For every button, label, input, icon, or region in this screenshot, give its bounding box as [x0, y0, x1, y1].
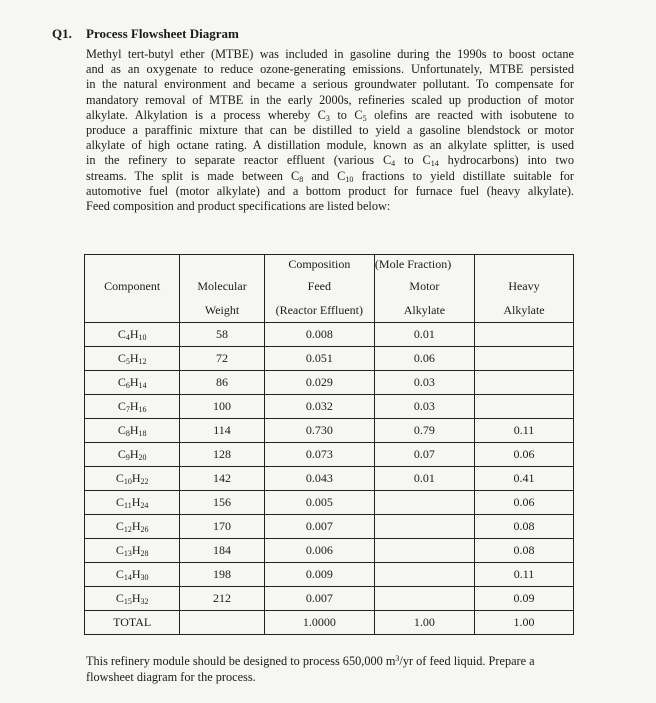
- header-component: Component: [85, 274, 180, 298]
- question-number: Q1.: [52, 26, 72, 41]
- header-reactor-effluent: (Reactor Effluent): [264, 298, 374, 323]
- paragraph-line: automotive fuel (motor alkylate) and a bottom product for furnace fuel (heavy alkylate).: [86, 183, 574, 198]
- group-header-mole-fraction: (Mole Fraction): [374, 255, 474, 275]
- cell-molecular-weight: 184: [180, 539, 264, 563]
- question-title-text: Process Flowsheet Diagram: [86, 26, 239, 41]
- cell-feed: 0.073: [264, 443, 374, 467]
- cell-feed: 0.005: [264, 491, 374, 515]
- cell-motor-alkylate: [374, 563, 474, 587]
- header-motor: Motor: [374, 274, 474, 298]
- cell-heavy-alkylate: [474, 371, 573, 395]
- header-heavy-alkylate: Alkylate: [503, 302, 545, 317]
- cell-feed: 0.006: [264, 539, 374, 563]
- paragraph-line: streams. The split is made between $C_8$ and $C_{10}$ fractions to yield distillate suitable for: [86, 168, 574, 184]
- cell-heavy-alkylate: 0.06: [474, 443, 573, 467]
- cell-motor-alkylate: 0.01: [374, 323, 474, 347]
- table-row: [85, 587, 574, 611]
- cell-heavy-alkylate: [474, 323, 573, 347]
- table-row: [85, 491, 574, 515]
- table-row: [85, 539, 574, 563]
- paragraph-line: in the natural environment and became a serious groundwater pollutant. To compensate for: [86, 77, 574, 92]
- cell-component: $C_{12}H_{26}$: [85, 515, 180, 539]
- cell-heavy-alkylate: [474, 395, 573, 419]
- cell-molecular-weight: 212: [180, 587, 264, 611]
- paragraph-line: alkylate of high octane rating. A distillation module, known as an alkylate splitter, is used: [86, 138, 574, 153]
- cell-molecular-weight: [180, 611, 264, 635]
- cell-component: $C_{15}H_{32}$: [85, 587, 180, 611]
- cell-motor-alkylate: [374, 587, 474, 611]
- paragraph-line: Feed composition and product specifications are listed below:: [86, 199, 391, 214]
- cell-motor-alkylate: [374, 515, 474, 539]
- question-title: [52, 26, 239, 42]
- cell-component: $C_8H_{18}$: [85, 419, 180, 443]
- problem-paragraph: [86, 47, 574, 214]
- paragraph-line: produce a paraffinic mixture that can be distilled to yield a gasoline blendstock or motor: [86, 123, 574, 138]
- cell-motor-alkylate: 0.03: [374, 371, 474, 395]
- cell-motor-alkylate: 0.03: [374, 395, 474, 419]
- cell-component: $C_{13}H_{28}$: [85, 539, 180, 563]
- cell-feed: 0.043: [264, 467, 374, 491]
- cell-molecular-weight: 100: [180, 395, 264, 419]
- table-total-row: [85, 611, 574, 635]
- cell-component: $C_9H_{20}$: [85, 443, 180, 467]
- closing-instruction: This refinery module should be designed to process 650,000 $m^3/yr$ of feed liquid. Prepare a flowsheet diagram for the process.: [86, 654, 535, 684]
- cell-heavy-alkylate: 0.08: [474, 539, 573, 563]
- cell-heavy-alkylate: 0.06: [474, 491, 573, 515]
- cell-component: $C_4H_{10}$: [85, 323, 180, 347]
- cell-motor-alkylate: 0.79: [374, 419, 474, 443]
- paragraph-line: in the refinery to separate reactor effluent (various $C_4$ to $C_{14}$ hydrocarbons) into two: [86, 153, 575, 169]
- cell-feed: 0.051: [264, 347, 374, 371]
- table-header-row-1: [85, 274, 574, 298]
- paragraph-line: mandatory removal of MTBE in the early 2000s, refineries scaled up production of motor: [86, 92, 574, 107]
- table-row: [85, 563, 574, 587]
- header-weight: Weight: [180, 298, 264, 323]
- cell-feed: 1.0000: [264, 611, 374, 635]
- cell-feed: 0.009: [264, 563, 374, 587]
- cell-molecular-weight: 142: [180, 467, 264, 491]
- cell-molecular-weight: 58: [180, 323, 264, 347]
- cell-heavy-alkylate: 1.00: [474, 611, 573, 635]
- cell-motor-alkylate: 0.07: [374, 443, 474, 467]
- paragraph-line: alkylate. Alkylation is a process whereby $C_3$ to $C_5$ olefins are reacted with isobutene to: [86, 107, 575, 123]
- feed-composition-table: [84, 254, 574, 635]
- cell-molecular-weight: 72: [180, 347, 264, 371]
- table-row: [85, 419, 574, 443]
- cell-component: $C_{11}H_{24}$: [85, 491, 180, 515]
- cell-heavy-alkylate: 0.11: [474, 563, 573, 587]
- cell-motor-alkylate: 0.06: [374, 347, 474, 371]
- cell-heavy-alkylate: 0.09: [474, 587, 573, 611]
- cell-feed: 0.007: [264, 515, 374, 539]
- cell-heavy-alkylate: [474, 347, 573, 371]
- table-row: [85, 323, 574, 347]
- cell-heavy-alkylate: 0.11: [474, 419, 573, 443]
- cell-molecular-weight: 86: [180, 371, 264, 395]
- table-row: [85, 467, 574, 491]
- cell-molecular-weight: 170: [180, 515, 264, 539]
- cell-feed: 0.007: [264, 587, 374, 611]
- cell-motor-alkylate: [374, 539, 474, 563]
- cell-feed: 0.008: [264, 323, 374, 347]
- cell-component: $C_{14}H_{30}$: [85, 563, 180, 587]
- header-motor-alkylate: Alkylate: [374, 298, 474, 323]
- cell-heavy-alkylate: 0.41: [474, 467, 573, 491]
- table-row: [85, 347, 574, 371]
- table-row: [85, 395, 574, 419]
- cell-molecular-weight: 114: [180, 419, 264, 443]
- header-heavy: Heavy: [508, 278, 540, 293]
- cell-molecular-weight: 198: [180, 563, 264, 587]
- cell-molecular-weight: 156: [180, 491, 264, 515]
- paragraph-line: Methyl tert-butyl ether (MTBE) was included in gasoline during the 1990s to boost octane: [86, 47, 574, 61]
- header-feed: Feed: [264, 274, 374, 298]
- cell-molecular-weight: 128: [180, 443, 264, 467]
- group-header-composition: Composition: [264, 255, 374, 275]
- table-row: [85, 515, 574, 539]
- cell-feed: 0.730: [264, 419, 374, 443]
- table-header-row-2: [85, 298, 574, 323]
- table-row: [85, 443, 574, 467]
- header-molecular: Molecular: [180, 274, 264, 298]
- cell-heavy-alkylate: 0.08: [474, 515, 573, 539]
- cell-feed: 0.032: [264, 395, 374, 419]
- cell-component: $C_5H_{12}$: [85, 347, 180, 371]
- cell-component: TOTAL: [85, 611, 180, 635]
- cell-motor-alkylate: 1.00: [374, 611, 474, 635]
- cell-motor-alkylate: [374, 491, 474, 515]
- table-row: [85, 371, 574, 395]
- paragraph-line: and as an oxygenate to reduce ozone-generating emissions. Unfortunately, MTBE persisted: [86, 62, 574, 77]
- cell-component: $C_6H_{14}$: [85, 371, 180, 395]
- cell-component: $C_7H_{16}$: [85, 395, 180, 419]
- table-group-header-row: [85, 255, 574, 275]
- cell-motor-alkylate: 0.01: [374, 467, 474, 491]
- cell-feed: 0.029: [264, 371, 374, 395]
- cell-component: $C_{10}H_{22}$: [85, 467, 180, 491]
